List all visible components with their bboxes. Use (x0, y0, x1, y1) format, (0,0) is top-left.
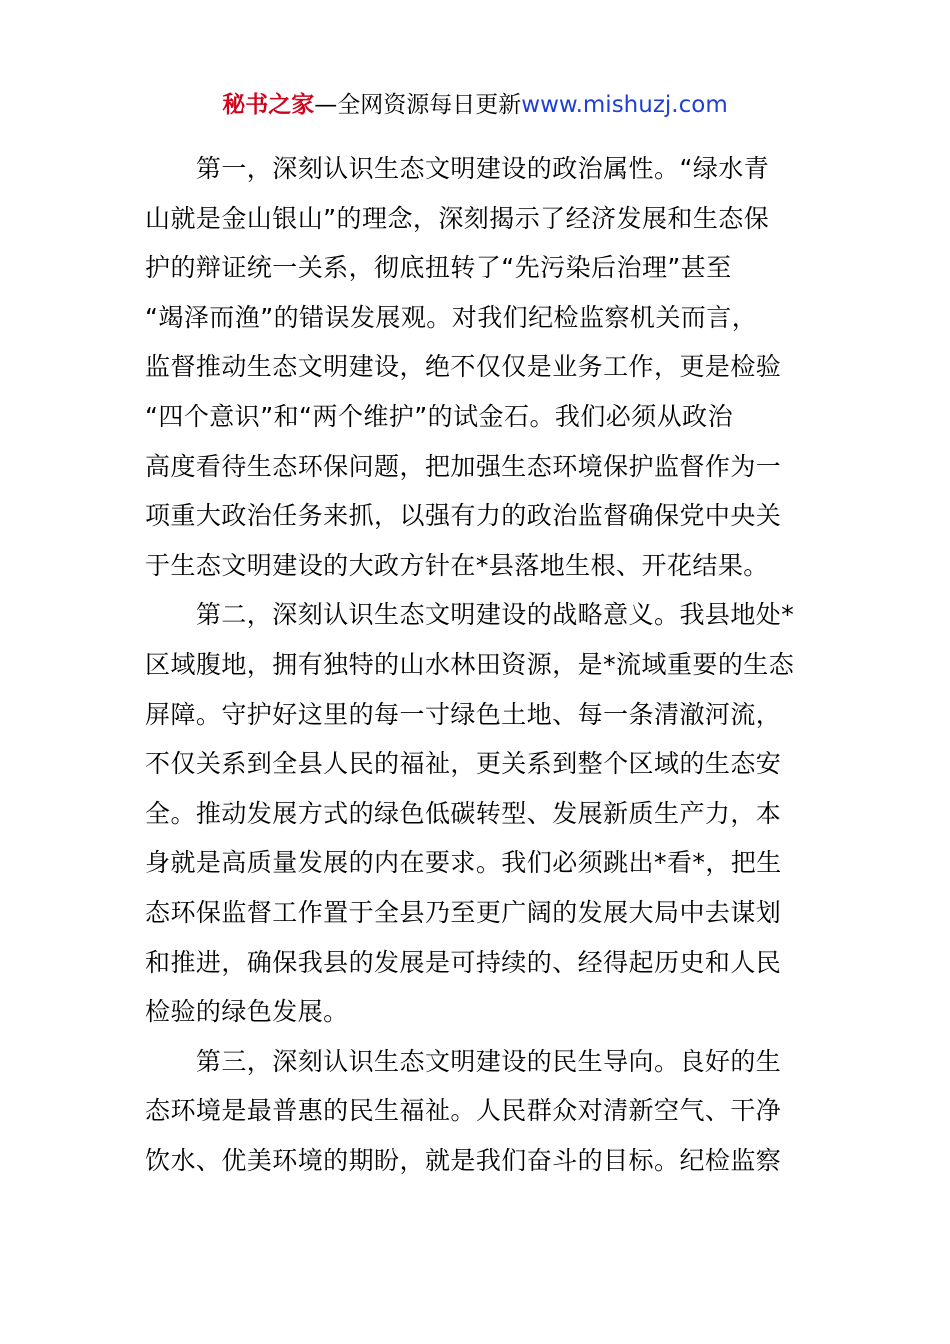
text-line: “竭泽而渔”的错误发展观。对我们纪检监察机关而言， (145, 302, 758, 332)
text-line: 和推进，确保我县的发展是可持续的、经得起历史和人民 (145, 947, 782, 977)
brand-name: 秘书之家 (222, 92, 315, 118)
text-line: 态环保监督工作置于全县乃至更广阔的发展大局中去谋划 (145, 897, 782, 927)
text-line: 高度看待生态环保问题，把加强生态环境保护监督作为一 (145, 451, 782, 481)
text-line: 检验的绿色发展。 (145, 997, 349, 1027)
text-line: 全。推动发展方式的绿色低碳转型、发展新质生产力，本 (145, 798, 782, 828)
text-line: 山就是金山银山”的理念，深刻揭示了经济发展和生态保 (145, 203, 770, 233)
text-line: 不仅关系到全县人民的福祉，更关系到整个区域的生态安 (145, 749, 782, 779)
paragraph-3 (145, 1037, 809, 1186)
text-line: 项重大政治任务来抓，以强有力的政治监督确保党中央关 (145, 501, 782, 531)
text-line: 监督推动生态文明建设，绝不仅仅是业务工作，更是检验 (145, 352, 782, 382)
text-line: 第二，深刻认识生态文明建设的战略意义。我县地处* (145, 600, 795, 630)
text-line: 屏障。守护好这里的每一寸绿色土地、每一条清澈河流， (145, 699, 782, 729)
text-line: 饮水、优美环境的期盼，就是我们奋斗的目标。纪检监察 (145, 1145, 782, 1175)
text-line: 身就是高质量发展的内在要求。我们必须跳出*看*，把生 (145, 848, 782, 878)
text-line: 于生态文明建设的大政方针在*县落地生根、开花结果。 (145, 550, 769, 580)
text-line: 态环境是最普惠的民生福祉。人民群众对清新空气、干净 (145, 1096, 782, 1126)
text-line: “四个意识”和“两个维护”的试金石。我们必须从政治 (145, 401, 734, 431)
text-line: 第一，深刻认识生态文明建设的政治属性。“绿水青 (145, 154, 770, 183)
text-line: 第三，深刻认识生态文明建设的民生导向。良好的生 (145, 1046, 782, 1076)
header-tagline: —全网资源每日更新 (314, 92, 522, 118)
text-line: 区域腹地，拥有独特的山水林田资源，是*流域重要的生态 (145, 649, 795, 679)
paragraph-2 (145, 590, 809, 1036)
site-header (0, 88, 950, 122)
site-url-link[interactable]: www.mishuzj.com (521, 92, 728, 118)
document-body (145, 144, 809, 1185)
text-line: 护的辩证统一关系，彻底扭转了“先污染后治理”甚至 (145, 253, 732, 283)
paragraph-1 (145, 144, 809, 590)
